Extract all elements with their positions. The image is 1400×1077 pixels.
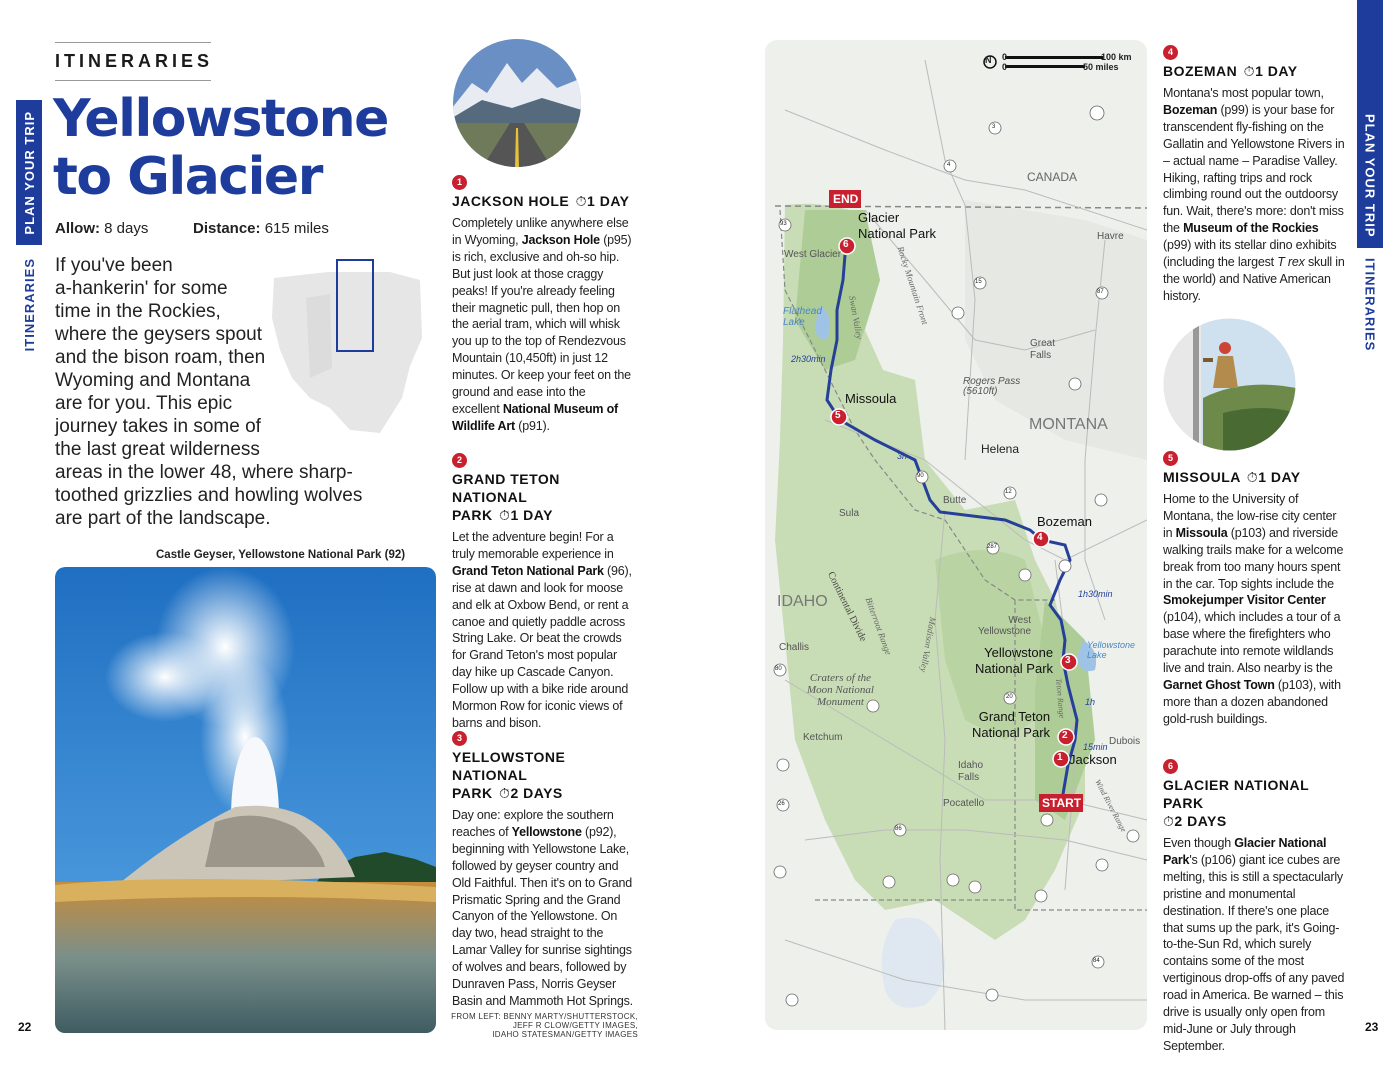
label-teton: Teton Range <box>1054 678 1067 719</box>
scale-km: 100 km <box>1101 52 1132 62</box>
intro-line: areas in the lower 48, where sharp- <box>55 462 353 483</box>
road-shield: 15 <box>975 279 982 285</box>
side-tab-itineraries-left: ITINERARIES <box>21 257 37 352</box>
stop-heading: JACKSON HOLE ⏱1 DAY <box>452 193 630 209</box>
label-swan: Swan Valley <box>847 295 865 340</box>
road-shield: 84 <box>1093 958 1100 964</box>
road-shield: 20 <box>1006 694 1013 700</box>
label-yellowstone-lake: Yellowstone Lake <box>1087 640 1136 660</box>
label-pocatello: Pocatello <box>943 798 985 809</box>
road-shield: 86 <box>895 826 902 832</box>
road-shield: 287 <box>987 544 998 550</box>
stopwatch-icon: ⏱ <box>499 785 511 801</box>
page-number-right: 23 <box>1365 1020 1379 1034</box>
intro-line: Wyoming and Montana <box>55 370 251 391</box>
intro-line: the last great wilderness <box>55 439 260 460</box>
stop-number-badge: 6 <box>1163 759 1178 774</box>
page-number-left: 22 <box>18 1020 32 1034</box>
label-challis: Challis <box>779 642 810 653</box>
country-canada: CANADA <box>1027 170 1078 184</box>
intro-line: are part of the landscape. <box>55 508 271 529</box>
scale-miles: 50 miles <box>1083 62 1119 72</box>
end-marker-label: END <box>833 192 859 206</box>
stop-number-badge: 2 <box>452 453 467 468</box>
stop-number-badge: 3 <box>452 731 467 746</box>
stopwatch-icon: ⏱ <box>499 507 511 523</box>
stop-number-badge: 1 <box>452 175 467 190</box>
stop-marker-3: 3 <box>1065 655 1071 666</box>
state-montana: MONTANA <box>1029 416 1108 433</box>
jackson-hole-photo <box>452 38 582 168</box>
page-title-line1: Yellowstone <box>53 89 388 149</box>
drive-time-3: 1h30min <box>1078 589 1113 599</box>
intro-line: are for you. This epic <box>55 393 233 414</box>
label-missoula: Missoula <box>845 391 897 406</box>
label-craters-of-the-moon: Craters of the Moon National Monument <box>807 672 874 708</box>
section-divider-top <box>55 42 211 43</box>
start-marker-label: START <box>1042 796 1082 810</box>
stop-marker-2: 2 <box>1062 730 1068 741</box>
label-flathead-lake: Flathead Lake <box>783 306 822 328</box>
distance-value: 615 miles <box>264 220 329 237</box>
side-tab-plan-your-trip-left: PLAN YOUR TRIP <box>16 100 42 245</box>
label-dubois: Dubois <box>1109 736 1141 747</box>
intro-line: time in the Rockies, <box>55 301 221 322</box>
stop-description: Montana's most popular town, Bozeman (p99) is your base for transcendent fly-fishing on the Gallatin and Yellowstone Rivers in – actual name – Paradise Valley. Hiking, rafting trips and rock climbing round out the outdoorsy fun. Wait, there's more: don't miss the Museum of the Rockies (p99) with its stellar dino exhibits (including the largest T rex skull in the world) and Native American history. <box>1163 86 1345 303</box>
stop-3-yellowstone <box>452 728 636 1010</box>
stop-description: Day one: explore the southern reaches of Yellowstone (p92), beginning with Yellowstone Lake, followed by geyser country and Old Faithful. Then it's on to Grand Prismatic Spring and the Grand Canyon of the Yellowstone. On day two, head straight to the Lamar Valley for sunrise sightings of wolves and bears, followed by Dunraven Pass, Norris Geyser Basin and Mammoth Hot Springs. <box>452 808 633 1008</box>
label-great-falls: Great Falls <box>1030 338 1056 361</box>
stop-description: Let the adventure begin! For a truly memorable experience in Grand Teton National Park (96), rise at dawn and look for moose and elk at Oxbow Bend, or rent a canoe and quietly paddle across String Lake. Or beat the crowds for Grand Teton's most popular day hike up Cascade Canyon. Follow up with a bike ride around Mormon Row for iconic views of barns and bison. <box>452 530 632 730</box>
drive-time-1: 2h30min <box>791 354 826 364</box>
stopwatch-icon: ⏱ <box>1163 813 1175 829</box>
smokejumper-photo <box>1163 318 1296 451</box>
label-ketchum: Ketchum <box>803 732 843 743</box>
photo-caption: Castle Geyser, Yellowstone National Park (92) <box>156 549 406 561</box>
label-continental-divide: Continental Divide <box>825 570 869 644</box>
road-shield: 80 <box>775 666 782 672</box>
label-madison: Madison Valley <box>918 616 938 673</box>
stop-heading: MISSOULA ⏱1 DAY <box>1163 469 1301 485</box>
label-helena: Helena <box>981 442 1020 456</box>
side-tab-itineraries-right: ITINERARIES <box>1362 257 1378 352</box>
state-idaho: IDAHO <box>777 593 828 610</box>
label-idaho-falls: Idaho Falls <box>958 760 984 783</box>
stop-heading: GLACIER NATIONAL PARK ⏱2 DAYS <box>1163 777 1309 829</box>
label-wind-river: Wind River Range <box>1093 778 1129 834</box>
label-jackson: Jackson <box>1069 752 1117 767</box>
stop-heading: GRAND TETON NATIONAL PARK ⏱1 DAY <box>452 471 560 523</box>
stopwatch-icon: ⏱ <box>1246 469 1259 485</box>
drive-time-4: 1h <box>1085 697 1096 707</box>
label-west-glacier: West Glacier <box>784 249 842 260</box>
stop-marker-1: 1 <box>1057 752 1063 763</box>
distance-label: Distance: <box>193 220 261 237</box>
trip-allow <box>55 220 148 237</box>
stop-1-jackson-hole <box>452 172 636 435</box>
label-glacier: Glacier National Park <box>858 210 937 241</box>
drive-time-5: 15min <box>1083 742 1108 752</box>
stop-marker-4: 4 <box>1037 532 1043 543</box>
stop-number-badge: 4 <box>1163 45 1178 60</box>
stopwatch-icon: ⏱ <box>575 193 588 209</box>
stop-description: Home to the University of Montana, the low-rise city center in Missoula (p103) and riverside walking trails make for a welcome break from too many hours spent in the car. Top sights include the Smokejumper Visitor Center (p104), which includes a tour of a base where the firefighters who parachute into remote wildlands live and train. Also nearby is the Garnet Ghost Town (p103), with more than a dozen abandoned gold-rush buildings. <box>1163 492 1344 726</box>
road-shield: 3 <box>992 124 996 130</box>
label-bitterroot: Bitterroot Range <box>863 596 894 657</box>
road-shield: 12 <box>1005 489 1012 495</box>
drive-time-2: 3h <box>897 451 908 461</box>
stop-6-glacier <box>1163 756 1348 1055</box>
trip-distance <box>193 220 329 237</box>
label-havre: Havre <box>1097 231 1124 242</box>
road-shield: 87 <box>1097 289 1104 295</box>
road-shield: 90 <box>917 473 924 479</box>
stop-marker-6: 6 <box>843 239 849 250</box>
section-kicker: ITINERARIES <box>55 51 214 71</box>
stopwatch-icon: ⏱ <box>1243 63 1256 79</box>
allow-label: Allow: <box>55 220 100 237</box>
label-bozeman: Bozeman <box>1037 514 1092 529</box>
photo-credits: FROM LEFT: BENNY MARTY/SHUTTERSTOCK, JEFF R CLOW/GETTY IMAGES, IDAHO STATESMAN/GETTY IMAGES <box>451 1012 638 1039</box>
north-label: N <box>985 55 992 65</box>
stop-marker-5: 5 <box>835 410 841 421</box>
label-rogers-pass: Rogers Pass (5610ft) <box>963 376 1021 397</box>
castle-geyser-photo <box>55 567 436 1033</box>
road-shield: 93 <box>780 221 787 227</box>
intro-line: a-hankerin' for some <box>55 278 228 299</box>
map-overlay <box>765 40 1147 1030</box>
label-yellowstone: Yellowstone National Park <box>975 645 1054 676</box>
road-shield: 26 <box>778 801 785 807</box>
stop-number-badge: 5 <box>1163 451 1178 466</box>
intro-line: toothed grizzlies and howling wolves <box>55 485 363 506</box>
label-butte: Butte <box>943 495 967 506</box>
side-tab-plan-your-trip-right: PLAN YOUR TRIP <box>1357 0 1383 248</box>
intro-line: journey takes in some of <box>55 416 261 437</box>
road-shield: 4 <box>947 162 951 168</box>
stop-heading: YELLOWSTONE NATIONAL PARK ⏱2 DAYS <box>452 749 566 801</box>
label-grand-teton: Grand Teton National Park <box>972 709 1051 740</box>
stop-description: Even though Glacier National Park's (p106) giant ice cubes are melting, this is still a spectacularly pristine and monumental destination. If there's one place that sums up the park, it's Going-to-the-Sun Rd, which surely contains some of the most vertiginous drop-offs of any paved road in America. Be warned – this drive is usually only open from mid-June or July through September. <box>1163 836 1345 1053</box>
scale-zero-km: 0 <box>1002 52 1008 62</box>
section-divider-bottom <box>55 80 211 81</box>
label-west-yellowstone: West Yellowstone <box>978 615 1032 637</box>
intro-line: where the geysers spout <box>55 324 263 345</box>
stop-5-missoula <box>1163 448 1348 728</box>
scale-zero-mi: 0 <box>1002 62 1008 72</box>
intro-paragraph <box>55 254 395 530</box>
stop-2-grand-teton <box>452 450 636 732</box>
intro-line: and the bison roam, then <box>55 347 266 368</box>
label-sula: Sula <box>839 508 860 519</box>
stop-heading: BOZEMAN ⏱1 DAY <box>1163 63 1298 79</box>
allow-value: 8 days <box>104 220 149 237</box>
stop-4-bozeman <box>1163 42 1348 305</box>
page-title-line2: to Glacier <box>53 147 322 207</box>
intro-line: If you've been <box>55 255 173 276</box>
stop-description: Completely unlike anywhere else in Wyoming, Jackson Hole (p95) is rich, exclusive and oh-so hip. But just look at those craggy peaks! If you're already feeling their magnetic pull, then hop on the aerial tram, which will whisk you up to the top of Rendezvous Mountain (10,450ft) in just 12 minutes. Or keep your feet on the ground and ease into the excellent National Museum of Wildlife Art (p91). <box>452 216 632 433</box>
label-rocky-mountain-front: Rocky Mountain Front <box>895 245 931 326</box>
